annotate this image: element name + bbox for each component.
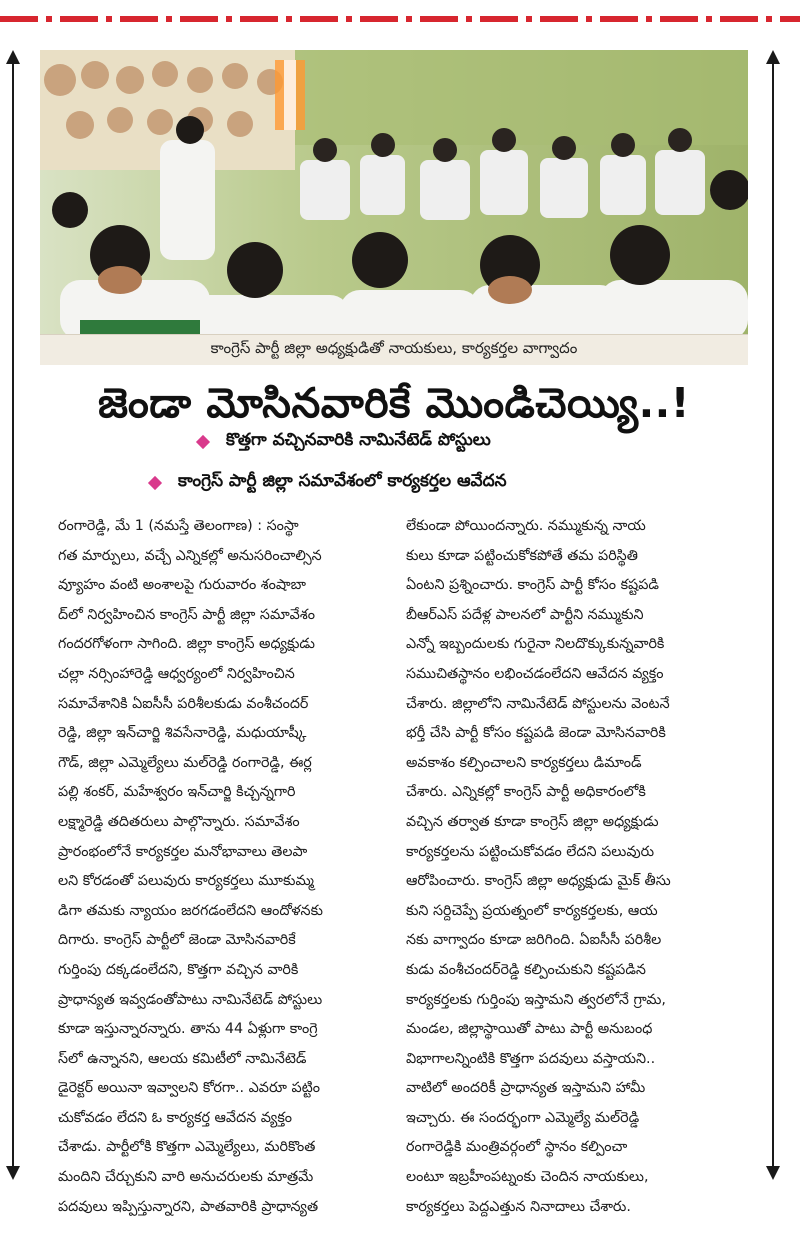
top-dashed-rule (0, 16, 800, 22)
article-line: లక్ష్మారెడ్డి తదితరులు పాల్గొన్నారు. సమావేశం (58, 813, 300, 830)
arrow-down-icon (766, 1166, 780, 1180)
headline: జెండా మోసినవారికే మొండిచెయ్యి..! (98, 379, 690, 427)
article-line: పల్లి శంకర్, మహేశ్వరం ఇన్‌చార్జి కిచ్చన్నగారి (58, 784, 296, 801)
article-line: కూడా ఇస్తున్నారన్నారు. తాను 44 ఏళ్లుగా కాంగ్రె (58, 1021, 318, 1038)
article-line: మందిని చేర్చుకుని వారి అనుచరులకు మాత్రమే (58, 1169, 314, 1186)
subhead-2 (150, 468, 507, 498)
photo-caption: కాంగ్రెస్ పార్టీ జిల్లా అధ్యక్షుడితో నాయకులు, కార్యకర్తల వాగ్వాదం (40, 334, 748, 365)
article-line: వ్యూహం వంటి అంశాలపై గురువారం శంషాబా (58, 577, 306, 594)
article-line: ఎన్నో ఇబ్బందులకు గురైనా నిలదొక్కుకున్నవారికి (406, 636, 665, 653)
article-line: లని కోరడంతో పలువురు కార్యకర్తలు మూకుమ్మ (58, 873, 314, 890)
article-line: ఇచ్చారు. ఈ సందర్భంగా ఎమ్మెల్యే మల్‌రెడ్డి (406, 1109, 640, 1126)
subhead-text: కొత్తగా వచ్చినవారికి నామినేటెడ్ పోస్టులు (226, 430, 491, 450)
article-line: పదవులు ఇప్పిస్తున్నారని, పాతవారికి ప్రాధాన్యత (58, 1198, 319, 1215)
article-line: అవకాశం కల్పించాలని కార్యకర్తలు డిమాండ్ (406, 754, 642, 771)
article-line: కార్యకర్తలను పట్టించుకోవడం లేదని పలువురు (406, 843, 655, 860)
article-column-2 (406, 512, 742, 1222)
article-line: వాటిలో అందరికీ ప్రాధాన్యత ఇస్తామని హామీ (406, 1080, 646, 1097)
subhead-text: కాంగ్రెస్ పార్టీ జిల్లా సమావేశంలో కార్యకర్తల ఆవేదన (178, 471, 507, 491)
article-line: కార్యకర్తలకు గుర్తింపు ఇస్తామని త్వరలోనే గ్రామ, (406, 991, 666, 1008)
article-line: గౌడ్, జిల్లా ఎమ్మెల్యేలు మల్‌రెడ్డి రంగారెడ్డి, ఈర్ల (58, 754, 312, 771)
article-line: గుర్తింపు దక్కడంలేదని, కొత్తగా వచ్చిన వారికి (58, 961, 299, 978)
article-line: భర్తీ చేసి పార్టీ కోసం కష్టపడి జెండా మోసినవారికి (406, 725, 666, 742)
article-column-1 (58, 512, 394, 1222)
article-line: చేశారు. ఎన్నికల్లో కాంగ్రెస్ పార్టీ అధికారంలోకి (406, 784, 646, 801)
article-line: కార్యకర్తలు పెద్దఎత్తున నినాదాలు చేశారు. (406, 1198, 631, 1215)
article-line: కుడు వంశీచందర్‌రెడ్డి కల్పించుకుని కష్టపడిన (406, 961, 646, 978)
article-line: చల్లా నర్సింహారెడ్డి ఆధ్వర్యంలో నిర్వహించిన (58, 665, 295, 682)
article-line: లంటూ ఇబ్రహీంపట్నంకు చెందిన నాయకులు, (406, 1169, 649, 1186)
arrow-down-icon (6, 1166, 20, 1180)
article-line: డైరెక్టర్ అయినా ఇవ్వాలని కోరగా.. ఎవరూ పట్టిం (58, 1080, 320, 1097)
article-line: సముచితస్థానం లభించడంలేదని ఆవేదన వ్యక్తం (406, 665, 664, 682)
subhead-1 (198, 427, 491, 457)
article-line: ప్రారంభంలోనే కార్యకర్తల మనోభావాలు తెలపా (58, 843, 308, 860)
article-line: ప్రాధాన్యత ఇవ్వడంతోపాటు నామినేటెడ్ పోస్టులు (58, 991, 323, 1008)
article-line: గత మార్పులు, వచ్చే ఎన్నికల్లో అనుసరించాల్సిన (58, 547, 322, 564)
article-line: విభాగాలన్నింటికి కొత్తగా పదవులు వస్తాయని.. (406, 1050, 656, 1067)
left-column-arrow (6, 50, 20, 1180)
article-line: దిగారు. కాంగ్రెస్ పార్టీలో జెండా మోసినవారికే (58, 932, 296, 949)
right-column-arrow (766, 50, 780, 1180)
article-line: గందరగోళంగా సాగింది. జిల్లా కాంగ్రెస్ అధ్యక్షుడు (58, 636, 315, 653)
article-line: ఏంటని ప్రశ్నించారు. కాంగ్రెస్ పార్టీ కోసం కష్టపడి (406, 577, 659, 594)
article-line: బీఆర్‌ఎస్ పదేళ్ల పాలనలో పార్టీని నమ్ముకుని (406, 606, 644, 623)
article-line: చేశారు. జిల్లాలోని నామినేటెడ్ పోస్టులను వెంటనే (406, 695, 670, 712)
article-line: ఆరోపించారు. కాంగ్రెస్ జిల్లా అధ్యక్షుడు మైక్ తీసు (406, 873, 671, 890)
news-photo (40, 50, 748, 334)
article-line: కుని సర్దిచెప్పే ప్రయత్నంలో కార్యకర్తలకు, ఆయ (406, 902, 658, 919)
article-line: స్‌లో ఉన్నానని, ఆలయ కమిటీలో నామినేటెడ్ (58, 1050, 307, 1067)
article-line: నకు వాగ్వాదం కూడా జరిగింది. ఏఐసీసీ పరిశీల (406, 932, 662, 949)
article-line: లేకుండా పోయిందన్నారు. నమ్ముకున్న నాయ (406, 518, 646, 534)
article-line: డిగా తమకు న్యాయం జరగడంలేదని ఆందోళనకు (58, 902, 323, 919)
article-line: రంగారెడ్డి, మే 1 (నమస్తే తెలంగాణ) : సంస్థా (58, 518, 299, 534)
article-line: మండల, జిల్లాస్థాయితో పాటు పార్టీ అనుబంధ (406, 1021, 653, 1038)
diamond-bullet-icon (148, 476, 162, 490)
photo-icon (40, 50, 748, 334)
diamond-bullet-icon (196, 435, 210, 449)
article-line: సమావేశానికి ఏఐసీసీ పరిశీలకుడు వంశీచందర్ (58, 695, 309, 712)
article-line: వచ్చిన తర్వాత కూడా కాంగ్రెస్ జిల్లా అధ్యక్షుడు (406, 813, 659, 830)
article-line: చుకోవడం లేదని ఓ కార్యకర్త ఆవేదన వ్యక్తం (58, 1109, 293, 1126)
article-line: రెడ్డి, జిల్లా ఇన్‌చార్జి శివసేనారెడ్డి, మధుయాష్కీ (58, 725, 307, 742)
article-line: రంగారెడ్డికి మంత్రివర్గంలో స్థానం కల్పించా (406, 1139, 628, 1156)
article-line: కులు కూడా పట్టించుకోకపోతే తమ పరిస్థితి (406, 547, 638, 564)
article-line: ద్‌లో నిర్వహించిన కాంగ్రెస్ పార్టీ జిల్లా సమావేశం (58, 606, 315, 623)
article-line: చేశాడు. పార్టీలోకి కొత్తగా ఎమ్మెల్యేలు, మరికొంత (58, 1139, 316, 1156)
